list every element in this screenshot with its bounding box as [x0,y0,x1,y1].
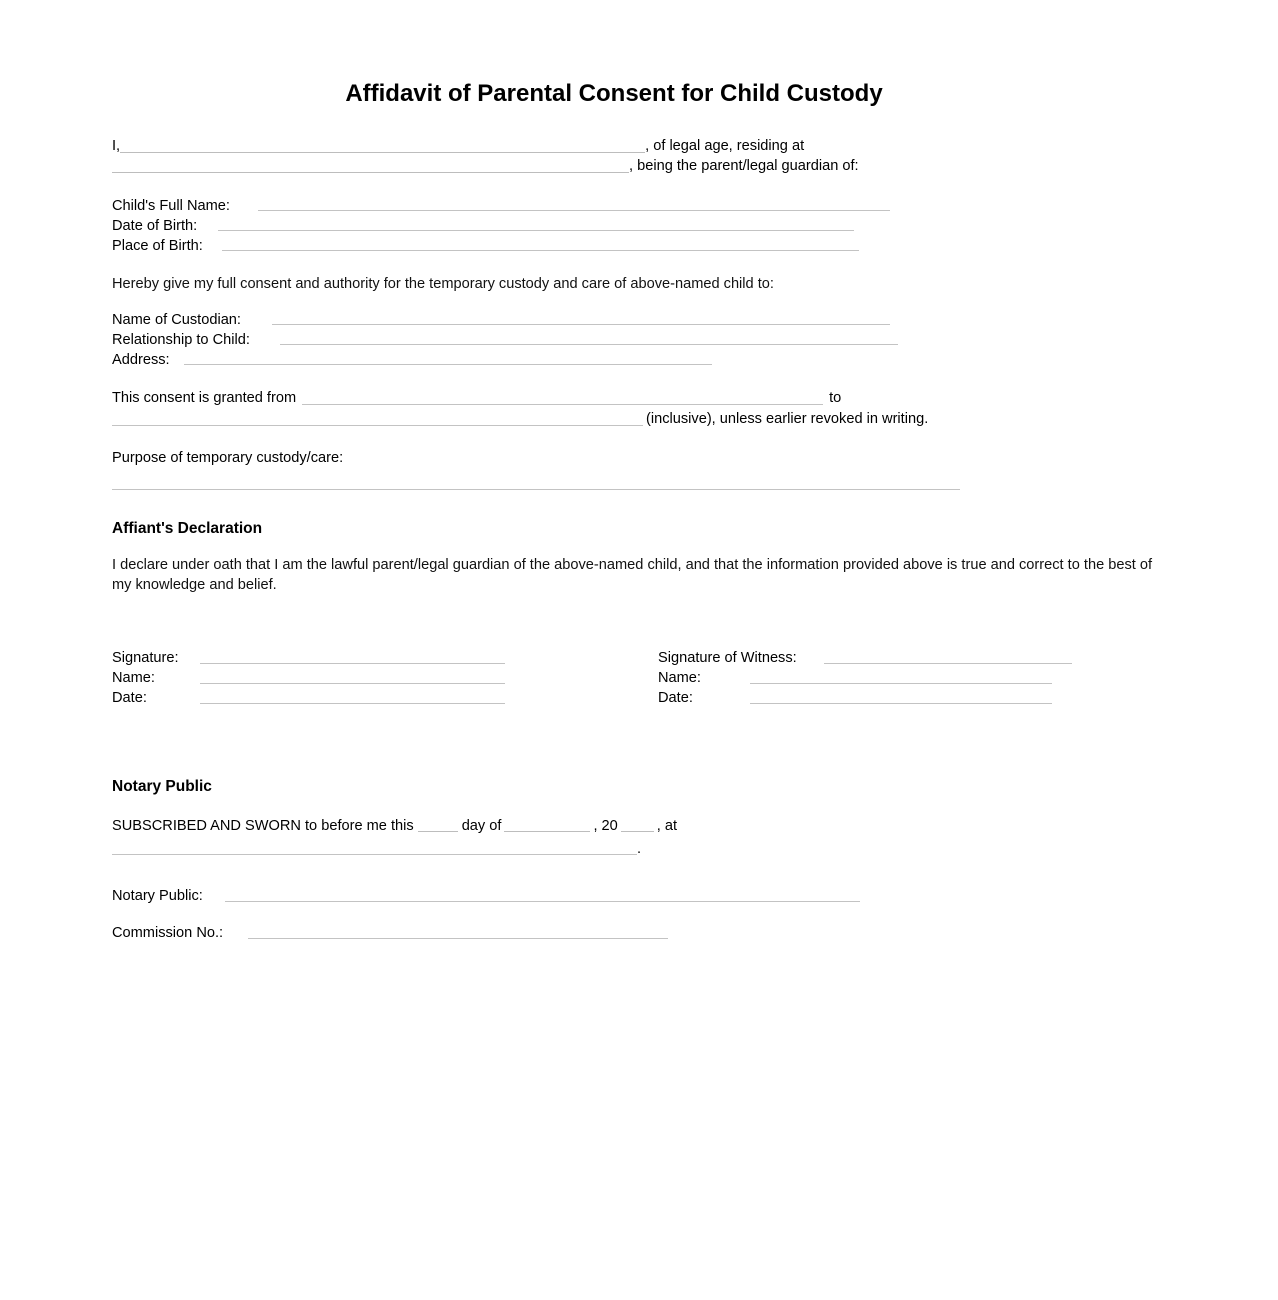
label-child-full-name: Child's Full Name: [112,198,230,214]
notary-sworn-period: . [637,841,642,857]
notary-day-of-text: day of [461,818,502,834]
notary-year-field[interactable] [621,818,654,832]
field-row-child-full-name [112,196,1166,216]
notary-day-field[interactable] [418,818,458,832]
notary-year-prefix-text: , 20 [593,818,618,834]
custodian-address-field[interactable] [184,364,712,365]
declaration-heading: Affiant's Declaration [112,520,263,537]
field-row-notary-public [112,886,1166,906]
custodian-name-field[interactable] [272,324,890,325]
label-purpose: Purpose of temporary custody/care: [112,450,344,466]
field-row-place-of-birth [112,236,1166,256]
label-signature-of-witness: Signature of Witness: [658,650,797,666]
label-date-of-birth: Date of Birth: [112,218,198,234]
page-title: Affidavit of Parental Consent for Child Custody [345,80,883,107]
field-row-custodian-address [112,350,1166,370]
custodian-details-group [112,310,1166,370]
notary-sworn-block [112,816,1166,864]
commission-no-field[interactable] [248,938,668,939]
affiant-signature-field[interactable] [200,663,505,664]
consent-period-middle: to [829,390,842,406]
consent-period-line-2 [112,409,928,429]
place-of-birth-field[interactable] [222,250,859,251]
field-row-relationship-to-child [112,330,1166,350]
notary-heading: Notary Public [112,778,212,795]
affiant-name-print-field[interactable] [200,683,505,684]
affiant-intro-block [112,136,1166,180]
label-place-of-birth: Place of Birth: [112,238,203,254]
date-of-birth-field[interactable] [218,230,854,231]
label-witness-date: Date: [658,690,693,706]
child-full-name-field[interactable] [258,210,890,211]
consent-statement: Hereby give my full consent and authority for the temporary custody and care of above-named child to: [112,276,774,292]
label-witness-name: Name: [658,670,701,686]
label-affiant-name: Name: [112,670,155,686]
label-address: Address: [112,352,170,368]
notary-public-field[interactable] [225,901,860,902]
witness-signature-field[interactable] [824,663,1072,664]
notary-place-field[interactable] [112,841,637,855]
label-notary-public: Notary Public: [112,888,203,904]
affiant-address-field[interactable] [112,158,629,173]
signature-block [112,648,1166,718]
intro-after-address-text: , being the parent/legal guardian of: [629,158,859,174]
affiant-intro-line-1 [112,136,804,156]
notary-month-field[interactable] [504,818,590,832]
declaration-body: I declare under oath that I am the lawful parent/legal guardian of the above-named child, and that the information provided above is true and correct to the best of my knowledge and belief. [112,557,1153,593]
label-commission-no: Commission No.: [112,925,224,941]
consent-end-date-field[interactable] [112,411,643,426]
notary-sworn-line-2 [112,839,641,859]
field-row-custodian-name [112,310,1166,330]
consent-period-prefix: This consent is granted from [112,390,297,406]
notary-sworn-line-1 [112,816,677,836]
relationship-to-child-field[interactable] [280,344,898,345]
notary-at-text: , at [656,818,678,834]
purpose-block [112,448,1166,500]
label-affiant-date: Date: [112,690,147,706]
affiant-name-field[interactable] [120,138,645,153]
child-details-group [112,196,1166,256]
field-row-commission-no [112,923,1166,943]
consent-period-suffix: (inclusive), unless earlier revoked in writing. [646,411,929,427]
consent-period-block [112,388,1166,430]
consent-start-date-field[interactable] [302,390,823,405]
label-relationship-to-child: Relationship to Child: [112,332,250,348]
purpose-field[interactable] [112,489,960,490]
label-name-of-custodian: Name of Custodian: [112,312,241,328]
affiant-intro-line-2 [112,156,859,176]
consent-period-line-1 [112,388,841,408]
intro-lead-text: I, [112,138,121,154]
affiant-date-field[interactable] [200,703,505,704]
intro-after-name-text: , of legal age, residing at [645,138,805,154]
witness-name-field[interactable] [750,683,1052,684]
witness-date-field[interactable] [750,703,1052,704]
notary-sworn-prefix: SUBSCRIBED AND SWORN to before me this [112,818,414,834]
affidavit-document [112,80,1166,943]
label-signature: Signature: [112,650,179,666]
field-row-date-of-birth [112,216,1166,236]
